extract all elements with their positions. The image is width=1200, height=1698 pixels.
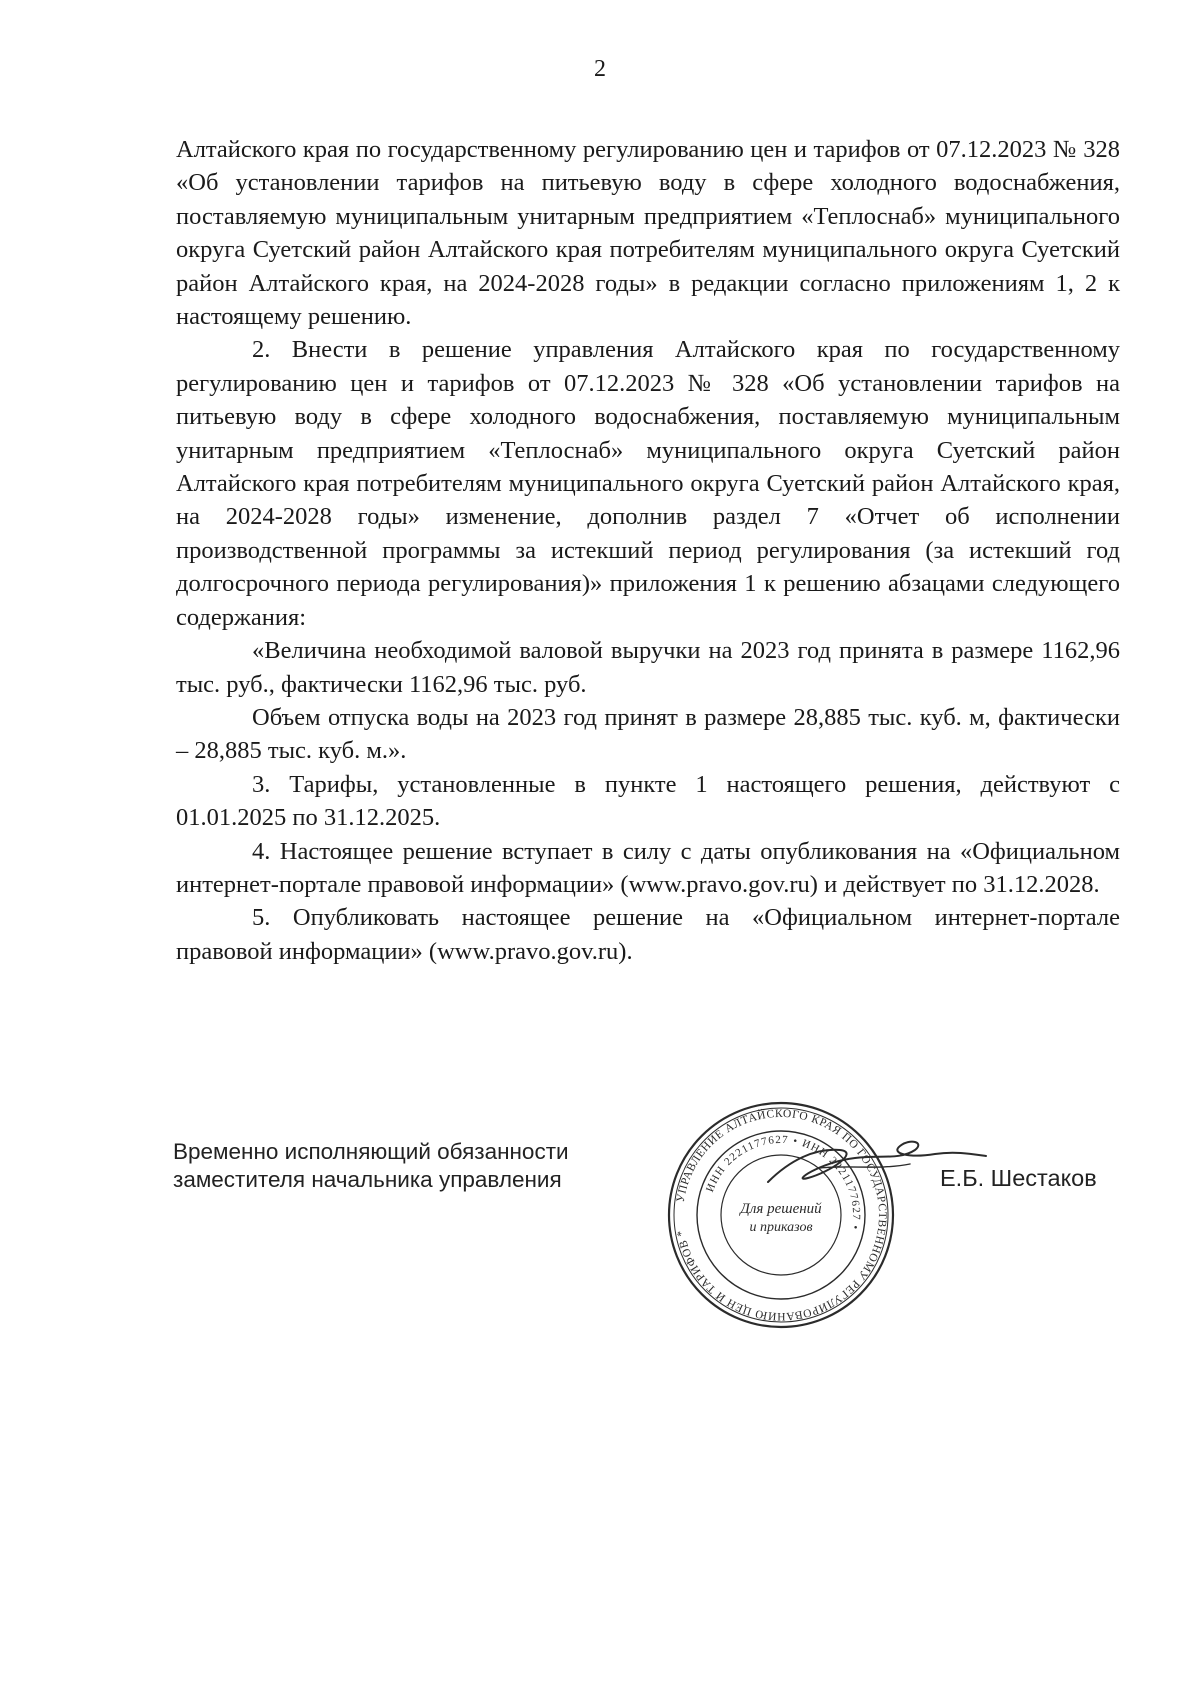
paragraph-item-2: 2. Внести в решение управления Алтайского края по государственному регулированию цен и тарифов от 07.12.2023 № 328 «Об установлении тарифов на питьевую воду в сфере холодного водоснабжения, поставляемую муниципальным унитарным предприятием «Теплоснаб» муниципального округа Суетский район Алтайского края потребителям муниципального округа Суетский район Алтайского края, на 2024-2028 годы» изменение, дополнив раздел 7 «Отчет об исполнении производственной программы за истекший период регулирования (за истекший год долгосрочного периода регулирования)» приложения 1 к решению абзацами следующего содержания:	[176, 336, 1120, 631]
page-number: 2	[594, 56, 606, 82]
signatory-position-line-2: заместителя начальника управления	[173, 1167, 562, 1192]
seal-inn-text: ИНН 2221177627 • ИНН 2221177627 •	[704, 1133, 863, 1232]
paragraph-quote-revenue: «Величина необходимой валовой выручки на 2023 год принята в размере 1162,96 тыс. руб., фактически 1162,96 тыс. руб.	[176, 637, 1120, 698]
seal-outer-text: УПРАВЛЕНИЕ АЛТАЙСКОГО КРАЯ ПО ГОСУДАРСТВЕННОМУ РЕГУЛИРОВАНИЮ ЦЕН И ТАРИФОВ *	[674, 1107, 889, 1323]
paragraph-continuation: Алтайского края по государственному регулированию цен и тарифов от 07.12.2023 № 328 «Об установлении тарифов на питьевую воду в сфере холодного водоснабжения, поставляемую муниципальным унитарным предприятием «Теплоснаб» муниципального округа Суетский район Алтайского края потребителям муниципального округа Суетский район Алтайского края, на 2024-2028 годы» в редакции согласно приложениям 1, 2 к настоящему решению.	[176, 136, 1120, 331]
document-body	[176, 133, 1120, 968]
paragraph-item-4: 4. Настоящее решение вступает в силу с даты опубликования на «Официальном интернет-портале правовой информации» (www.pravo.gov.ru) и действует по 31.12.2028.	[176, 837, 1120, 898]
paragraph-item-5: 5. Опубликовать настоящее решение на «Официальном интернет-портале правовой информации» (www.pravo.gov.ru).	[176, 904, 1120, 965]
signatory-position	[173, 1138, 673, 1194]
paragraph-quote-volume: Объем отпуска воды на 2023 год принят в размере 28,885 тыс. куб. м, фактически – 28,885 тыс. куб. м.».	[176, 703, 1120, 765]
paragraph-item-3: 3. Тарифы, установленные в пункте 1 настоящего решения, действуют с 01.01.2025 по 31.12.2025.	[176, 770, 1120, 832]
signatory-name: Е.Б. Шестаков	[940, 1165, 1097, 1191]
seal-center-line-1: Для решений	[740, 1201, 822, 1217]
seal-center-line-2: и приказов	[749, 1220, 813, 1235]
signatory-position-line-1: Временно исполняющий обязанности	[173, 1139, 569, 1164]
